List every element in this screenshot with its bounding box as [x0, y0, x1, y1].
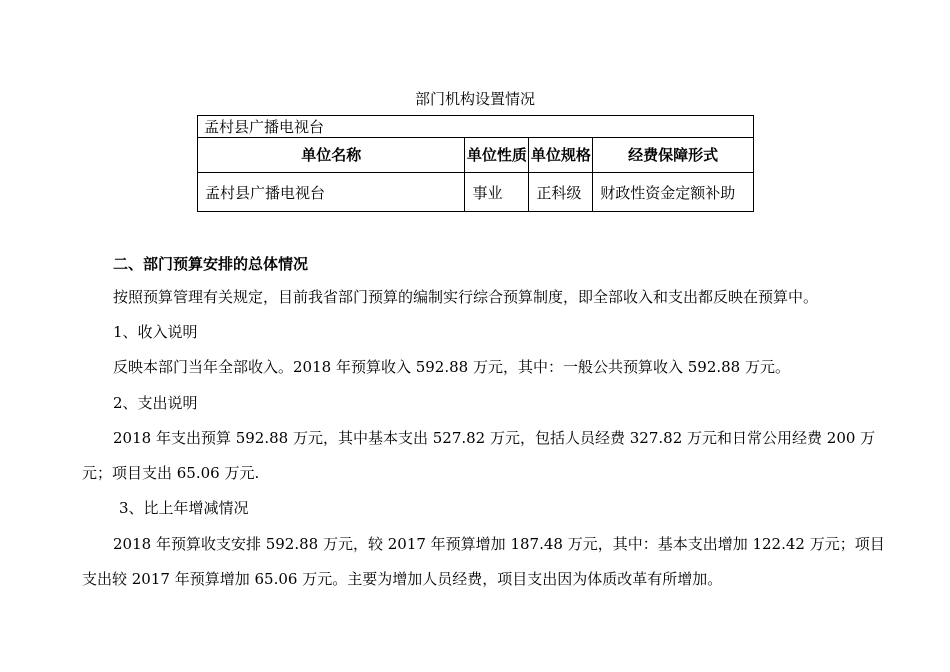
org-structure-table	[197, 115, 754, 212]
change-paragraph-line2: 支出较 2017 年预算增加 65.06 万元。主要为增加人员经费，项目支出因为体质改革有所增加。	[82, 570, 723, 588]
column-header-name: 单位名称	[198, 138, 465, 173]
table-row	[198, 173, 754, 212]
cell-unit-name: 孟村县广播电视台	[198, 173, 465, 212]
section-heading: 二、部门预算安排的总体情况	[113, 255, 309, 273]
cell-unit-grade: 正科级	[529, 173, 593, 212]
cell-unit-nature: 事业	[465, 173, 529, 212]
cell-funding-form: 财政性资金定额补助	[593, 173, 754, 212]
change-title: 3、比上年增减情况	[119, 499, 249, 517]
income-paragraph: 反映本部门当年全部收入。2018 年预算收入 592.88 万元，其中：一般公共预算收入 592.88 万元。	[113, 358, 790, 376]
expense-paragraph-line2: 元；项目支出 65.06 万元.	[82, 464, 260, 482]
unit-header: 孟村县广播电视台	[198, 116, 754, 138]
expense-title: 2、支出说明	[113, 394, 198, 412]
page-title: 部门机构设置情况	[414, 90, 535, 108]
intro-paragraph: 按照预算管理有关规定，目前我省部门预算的编制实行综合预算制度，即全部收入和支出都反映在预算中。	[113, 288, 819, 306]
column-header-grade: 单位规格	[529, 138, 593, 173]
change-paragraph-line1: 2018 年预算收支安排 592.88 万元，较 2017 年预算增加 187.48 万元，其中：基本支出增加 122.42 万元；项目	[113, 535, 885, 553]
column-header-funding: 经费保障形式	[593, 138, 754, 173]
unit-header-row	[198, 116, 754, 138]
column-header-nature: 单位性质	[465, 138, 529, 173]
expense-paragraph-line1: 2018 年支出预算 592.88 万元，其中基本支出 527.82 万元，包括人员经费 327.82 万元和日常公用经费 200 万	[113, 429, 876, 447]
income-title: 1、收入说明	[113, 323, 198, 341]
column-header-row	[198, 138, 754, 173]
